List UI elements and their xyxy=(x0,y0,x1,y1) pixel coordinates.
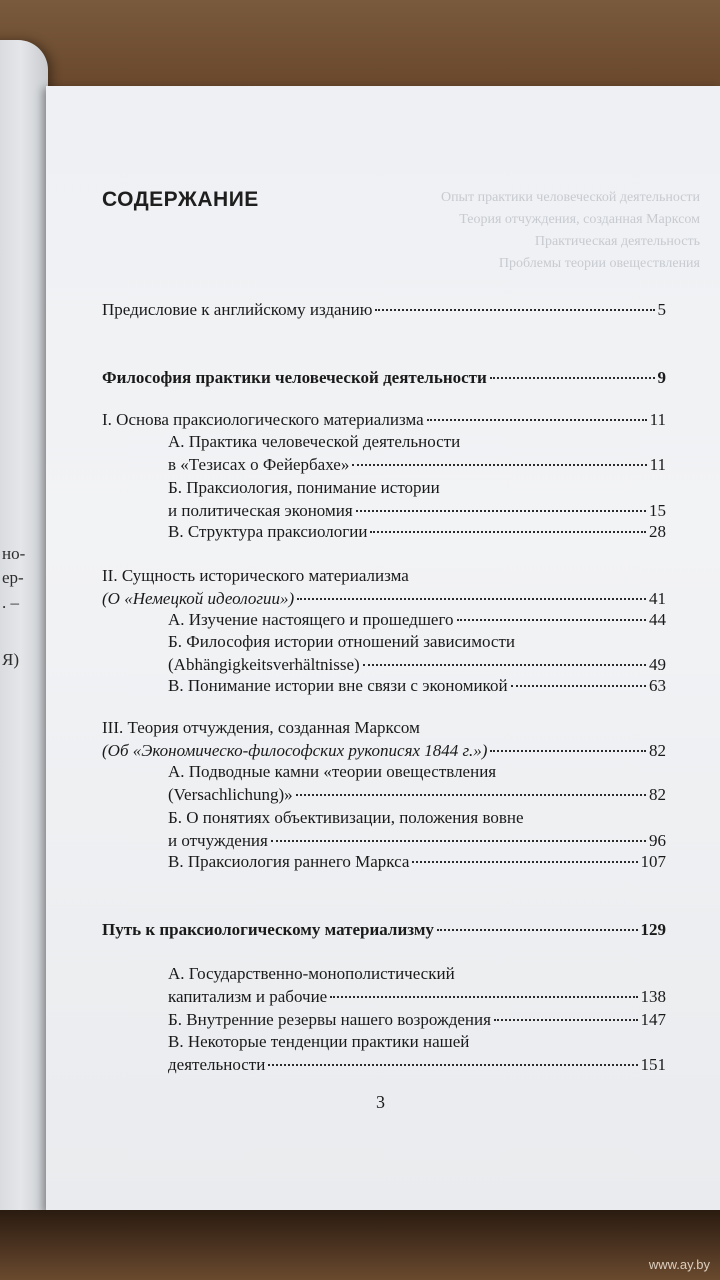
watermark: www.ay.by xyxy=(648,1257,710,1272)
entry-page: 147 xyxy=(640,1010,666,1029)
entry-text: Предисловие к английскому изданию xyxy=(102,300,373,319)
toc-entry-3c xyxy=(168,850,666,873)
entry-page: 44 xyxy=(649,610,666,629)
page-number: 3 xyxy=(376,1092,385,1112)
entry-page: 15 xyxy=(649,501,666,520)
leader-dots xyxy=(363,663,646,666)
toc-entry-p2c xyxy=(168,1030,666,1076)
entry-page: 41 xyxy=(649,589,666,608)
entry-text: А. Практика человеческой деятельности xyxy=(168,432,461,451)
entry-page: 28 xyxy=(649,522,666,541)
toc-entry-1c xyxy=(168,520,666,543)
leader-dots xyxy=(511,684,646,687)
entry-text: деятельности xyxy=(168,1055,266,1074)
toc-entry-3b xyxy=(168,806,666,852)
entry-text: Путь к праксиологическому материализму xyxy=(102,920,434,939)
left-fragment: ер- xyxy=(2,568,24,587)
toc-entry-2b xyxy=(168,630,666,676)
entry-text: I. Основа праксиологического материализма xyxy=(102,410,424,429)
entry-text: (Versachlichung)» xyxy=(168,785,293,804)
left-fragment: но- xyxy=(2,544,26,563)
leader-dots xyxy=(271,839,646,842)
entry-text: Б. Философия истории отношений зависимости xyxy=(168,632,515,651)
entry-text: III. Теория отчуждения, созданная Марксом xyxy=(102,718,420,737)
toc-entry-1a xyxy=(168,430,666,476)
toc-entry-preface xyxy=(102,298,666,321)
toc-entry-chapter3 xyxy=(102,716,666,762)
leader-dots xyxy=(437,928,638,931)
entry-text: Б. Праксиология, понимание истории xyxy=(168,478,440,497)
entry-page: 129 xyxy=(640,920,666,939)
leader-dots xyxy=(457,618,646,621)
leader-dots xyxy=(370,530,646,533)
show-through-text: Теория отчуждения, созданная Марксом xyxy=(459,212,700,227)
leader-dots xyxy=(356,509,646,512)
entry-text: II. Сущность исторического материализма xyxy=(102,566,409,585)
entry-text: А. Подводные камни «теории овеществления xyxy=(168,762,497,781)
toc-entry-2c xyxy=(168,674,666,697)
leader-dots xyxy=(330,995,637,998)
show-through-text: Практическая деятельность xyxy=(534,234,700,249)
left-fragment: . – xyxy=(2,593,19,612)
entry-text: (Abhängigkeitsverhältnisse) xyxy=(168,655,360,674)
leader-dots xyxy=(494,1018,638,1021)
leader-dots xyxy=(297,597,646,600)
leader-dots xyxy=(352,463,646,466)
leader-dots xyxy=(268,1063,637,1066)
entry-text: и политическая экономия xyxy=(168,501,353,520)
leader-dots xyxy=(296,793,646,796)
entry-subtitle: (О «Немецкой идеологии») xyxy=(102,589,295,608)
entry-page: 11 xyxy=(649,455,666,474)
page-title: СОДЕРЖАНИЕ xyxy=(102,188,259,211)
show-through-text: Проблемы теории овеществления xyxy=(498,256,700,271)
entry-page: 49 xyxy=(649,655,666,674)
left-fragment: Я) xyxy=(2,650,19,669)
entry-text: Б. О понятиях объективизации, положения вовне xyxy=(168,808,524,827)
show-through-text: Опыт практики человеческой деятельности xyxy=(440,190,700,205)
entry-text: А. Изучение настоящего и прошедшего xyxy=(168,610,454,629)
toc-entry-part1 xyxy=(102,366,666,389)
leader-dots xyxy=(490,749,646,752)
entry-text: В. Некоторые тенденции практики нашей xyxy=(168,1032,470,1051)
toc-entry-chapter2 xyxy=(102,564,666,610)
leader-dots xyxy=(412,860,637,863)
entry-text: и отчуждения xyxy=(168,831,268,850)
entry-page: 151 xyxy=(640,1055,666,1074)
toc-entry-1b xyxy=(168,476,666,522)
entry-page: 5 xyxy=(657,300,666,319)
entry-page: 82 xyxy=(649,741,666,760)
toc-entry-2a xyxy=(168,608,666,631)
toc-entry-p2b xyxy=(168,1008,666,1031)
entry-text: в «Тезисах о Фейербахе» xyxy=(168,455,350,474)
leader-dots xyxy=(490,376,655,379)
leader-dots xyxy=(427,418,647,421)
entry-page: 11 xyxy=(649,410,666,429)
entry-page: 96 xyxy=(649,831,666,850)
toc-entry-part2 xyxy=(102,918,666,941)
page-bottom-edge xyxy=(0,1210,720,1280)
toc-entry-p2a xyxy=(168,962,666,1008)
entry-text: Философия практики человеческой деятельности xyxy=(102,368,487,387)
left-page-edge xyxy=(0,40,48,1210)
entry-text: В. Праксиология раннего Маркса xyxy=(168,852,410,871)
entry-text: В. Понимание истории вне связи с экономикой xyxy=(168,676,508,695)
entry-text: Б. Внутренние резервы нашего возрождения xyxy=(168,1010,491,1029)
entry-page: 107 xyxy=(640,852,666,871)
entry-page: 138 xyxy=(640,987,666,1006)
entry-text: капитализм и рабочие xyxy=(168,987,328,1006)
entry-text: В. Структура праксиологии xyxy=(168,522,368,541)
entry-page: 82 xyxy=(649,785,666,804)
entry-subtitle: (Об «Экономическо-философских рукописях 1844 г.») xyxy=(102,741,488,760)
toc-entry-3a xyxy=(168,760,666,806)
leader-dots xyxy=(375,308,654,311)
book-page xyxy=(46,86,720,1212)
toc-entry-chapter1 xyxy=(102,408,666,431)
entry-text: А. Государственно-монополистический xyxy=(168,964,455,983)
entry-page: 9 xyxy=(657,368,666,387)
entry-page: 63 xyxy=(649,676,666,695)
